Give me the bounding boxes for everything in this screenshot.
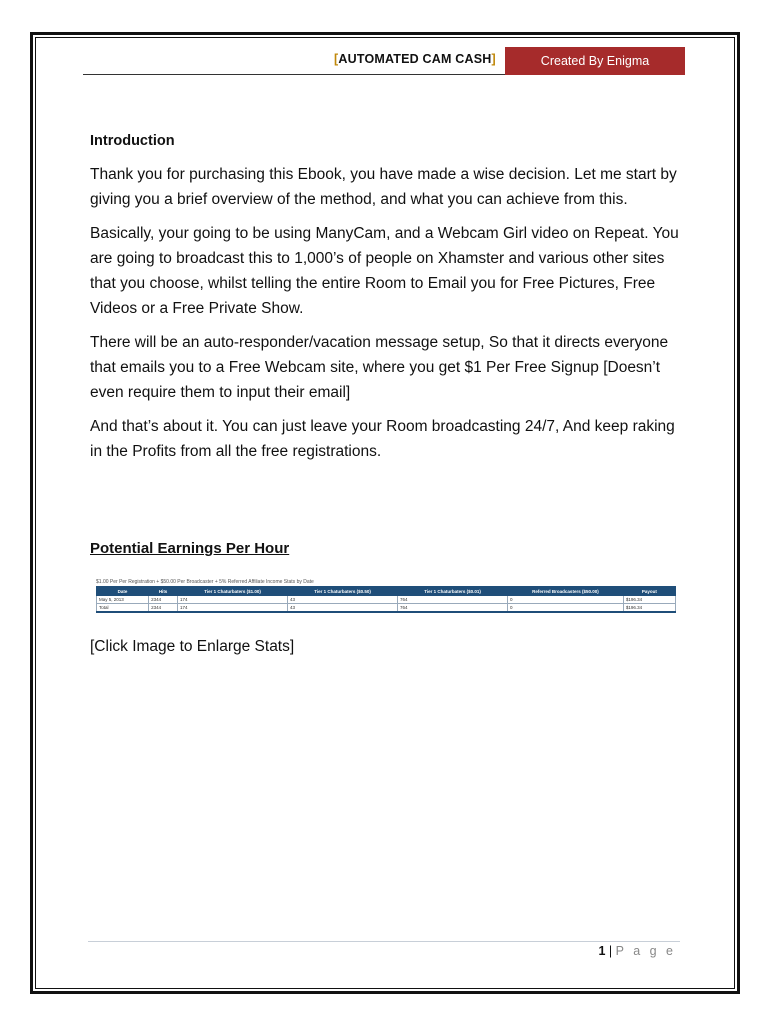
table-cell: 174 <box>178 596 288 604</box>
earnings-heading: Potential Earnings Per Hour <box>90 540 290 557</box>
table-cell: Total <box>97 604 149 613</box>
table-cell: 174 <box>178 604 288 613</box>
page-label: P a g e <box>615 944 676 958</box>
footer-rule <box>88 941 680 942</box>
stats-table <box>96 586 676 613</box>
stats-col-header: Tier 1 Chaturbaters ($1.00) <box>178 587 288 596</box>
stats-col-header: Date <box>97 587 149 596</box>
earnings-stats-image[interactable] <box>96 579 676 613</box>
table-row <box>97 604 676 613</box>
stats-col-header: Tier 1 Chaturbaters ($0.50) <box>288 587 398 596</box>
intro-paragraph-1: Thank you for purchasing this Ebook, you have made a wise decision. Let me start by giving you a brief overview of the method, and what you can achieve from this. <box>90 166 677 208</box>
page-number: 1 <box>598 944 606 958</box>
intro-section <box>90 133 690 473</box>
table-cell: 43 <box>288 596 398 604</box>
table-cell: 0 <box>508 604 624 613</box>
table-cell: 764 <box>398 604 508 613</box>
table-cell: 0 <box>508 596 624 604</box>
header-rule <box>83 74 505 75</box>
stats-col-header: Tier 1 Chaturbaters ($0.01) <box>398 587 508 596</box>
intro-paragraph-2: Basically, your going to be using ManyCam, and a Webcam Girl video on Repeat. You are going to broadcast this to 1,000’s of people on Xhamster and various other sites that you choose, whilst telling the entire Room to Email you for Free Pictures, Free Videos or a Free Private Show. <box>90 225 679 317</box>
intro-heading: Introduction <box>90 133 175 149</box>
stats-caption: $1.00 Per Per Registration + $50.00 Per Broadcaster + 5% Referred Affiliate Income Stats by Date <box>96 579 314 585</box>
table-cell: May 5, 2013 <box>97 596 149 604</box>
intro-paragraph-4: And that’s about it. You can just leave your Room broadcasting 24/7, And keep raking in the Profits from all the free registrations. <box>90 418 675 460</box>
intro-paragraph-3: There will be an auto-responder/vacation message setup, So that it directs everyone that emails you to a Free Webcam site, where you get $1 Per Free Signup [Doesn’t even require them to input their email] <box>90 334 669 401</box>
click-to-enlarge-note: [Click Image to Enlarge Stats] <box>90 638 295 655</box>
table-cell: 2344 <box>149 604 178 613</box>
stats-header-row <box>97 587 676 596</box>
page-footer <box>598 944 676 958</box>
author-badge: Created By Enigma <box>505 47 685 75</box>
table-cell: $196.34 <box>623 604 675 613</box>
table-cell: $196.34 <box>623 596 675 604</box>
table-cell: 43 <box>288 604 398 613</box>
footer-separator: | <box>608 944 613 958</box>
stats-col-header: Hits <box>149 587 178 596</box>
stats-col-header: Payout <box>623 587 675 596</box>
table-cell: 764 <box>398 596 508 604</box>
stats-col-header: Referred Broadcasters ($50.00) <box>508 587 624 596</box>
table-row <box>97 596 676 604</box>
document-header-title: [AUTOMATED CAM CASH] <box>334 52 496 66</box>
table-cell: 2344 <box>149 596 178 604</box>
